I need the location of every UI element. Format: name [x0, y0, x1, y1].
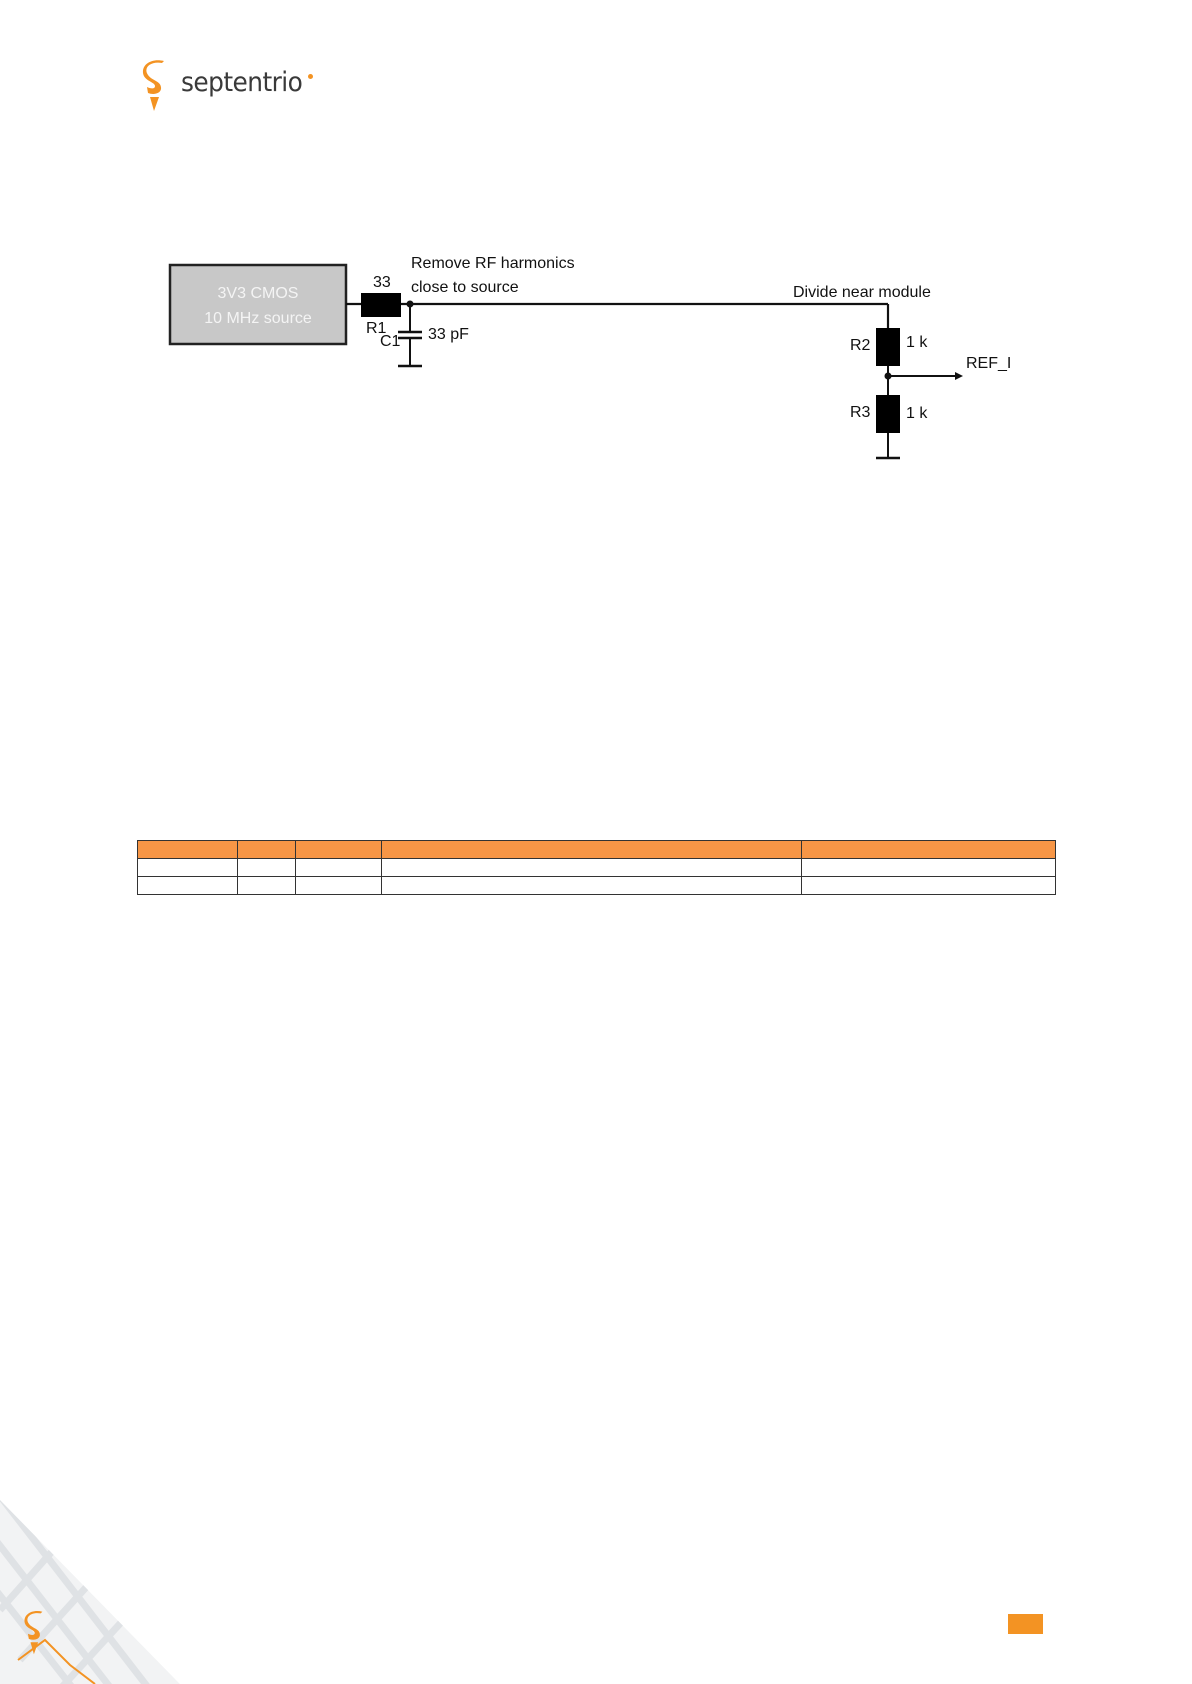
spec-table — [137, 840, 1056, 895]
table-cell — [238, 877, 296, 895]
table-header-row — [138, 841, 1056, 859]
table-cell — [138, 859, 238, 877]
table-row — [138, 859, 1056, 877]
table-header-cell — [138, 841, 238, 859]
table-header-cell — [802, 841, 1056, 859]
table-cell — [382, 877, 802, 895]
table-cell — [138, 877, 238, 895]
brand-name: septentrio — [181, 67, 303, 98]
note-source-line1: Remove RF harmonics — [411, 255, 575, 272]
circuit-schematic — [160, 245, 1040, 470]
output-arrow — [955, 372, 963, 380]
map-grid — [0, 1500, 180, 1684]
brand-dot — [308, 74, 313, 79]
table-header-cell — [382, 841, 802, 859]
table-cell — [802, 877, 1056, 895]
r3-value: 1 k — [906, 405, 928, 422]
r2-resistor — [876, 328, 900, 366]
source-box — [170, 265, 346, 344]
source-box-line2: 10 MHz source — [204, 310, 312, 327]
r3-label: R3 — [850, 404, 871, 421]
table-row — [138, 877, 1056, 895]
septentrio-logo — [140, 55, 340, 115]
r1-label: R1 — [366, 320, 387, 337]
table-cell — [296, 859, 382, 877]
table-header-cell — [296, 841, 382, 859]
table-header-cell — [238, 841, 296, 859]
r2-label: R2 — [850, 337, 871, 354]
source-box-line1: 3V3 CMOS — [217, 285, 299, 302]
footer-map-decoration — [0, 1500, 200, 1684]
table-cell — [802, 859, 1056, 877]
page-number-marker — [1008, 1614, 1043, 1634]
c1-label: C1 — [380, 333, 401, 350]
note-source-line2: close to source — [411, 279, 519, 296]
table-cell — [238, 859, 296, 877]
septentrio-mark-icon — [140, 59, 170, 115]
r1-value: 33 — [373, 274, 391, 291]
note-module: Divide near module — [793, 284, 931, 301]
table-cell — [382, 859, 802, 877]
r2-value: 1 k — [906, 334, 928, 351]
c1-value: 33 pF — [428, 326, 469, 343]
r1-resistor — [361, 293, 401, 317]
output-label: REF_I — [966, 355, 1012, 372]
r3-resistor — [876, 395, 900, 433]
table-cell — [296, 877, 382, 895]
